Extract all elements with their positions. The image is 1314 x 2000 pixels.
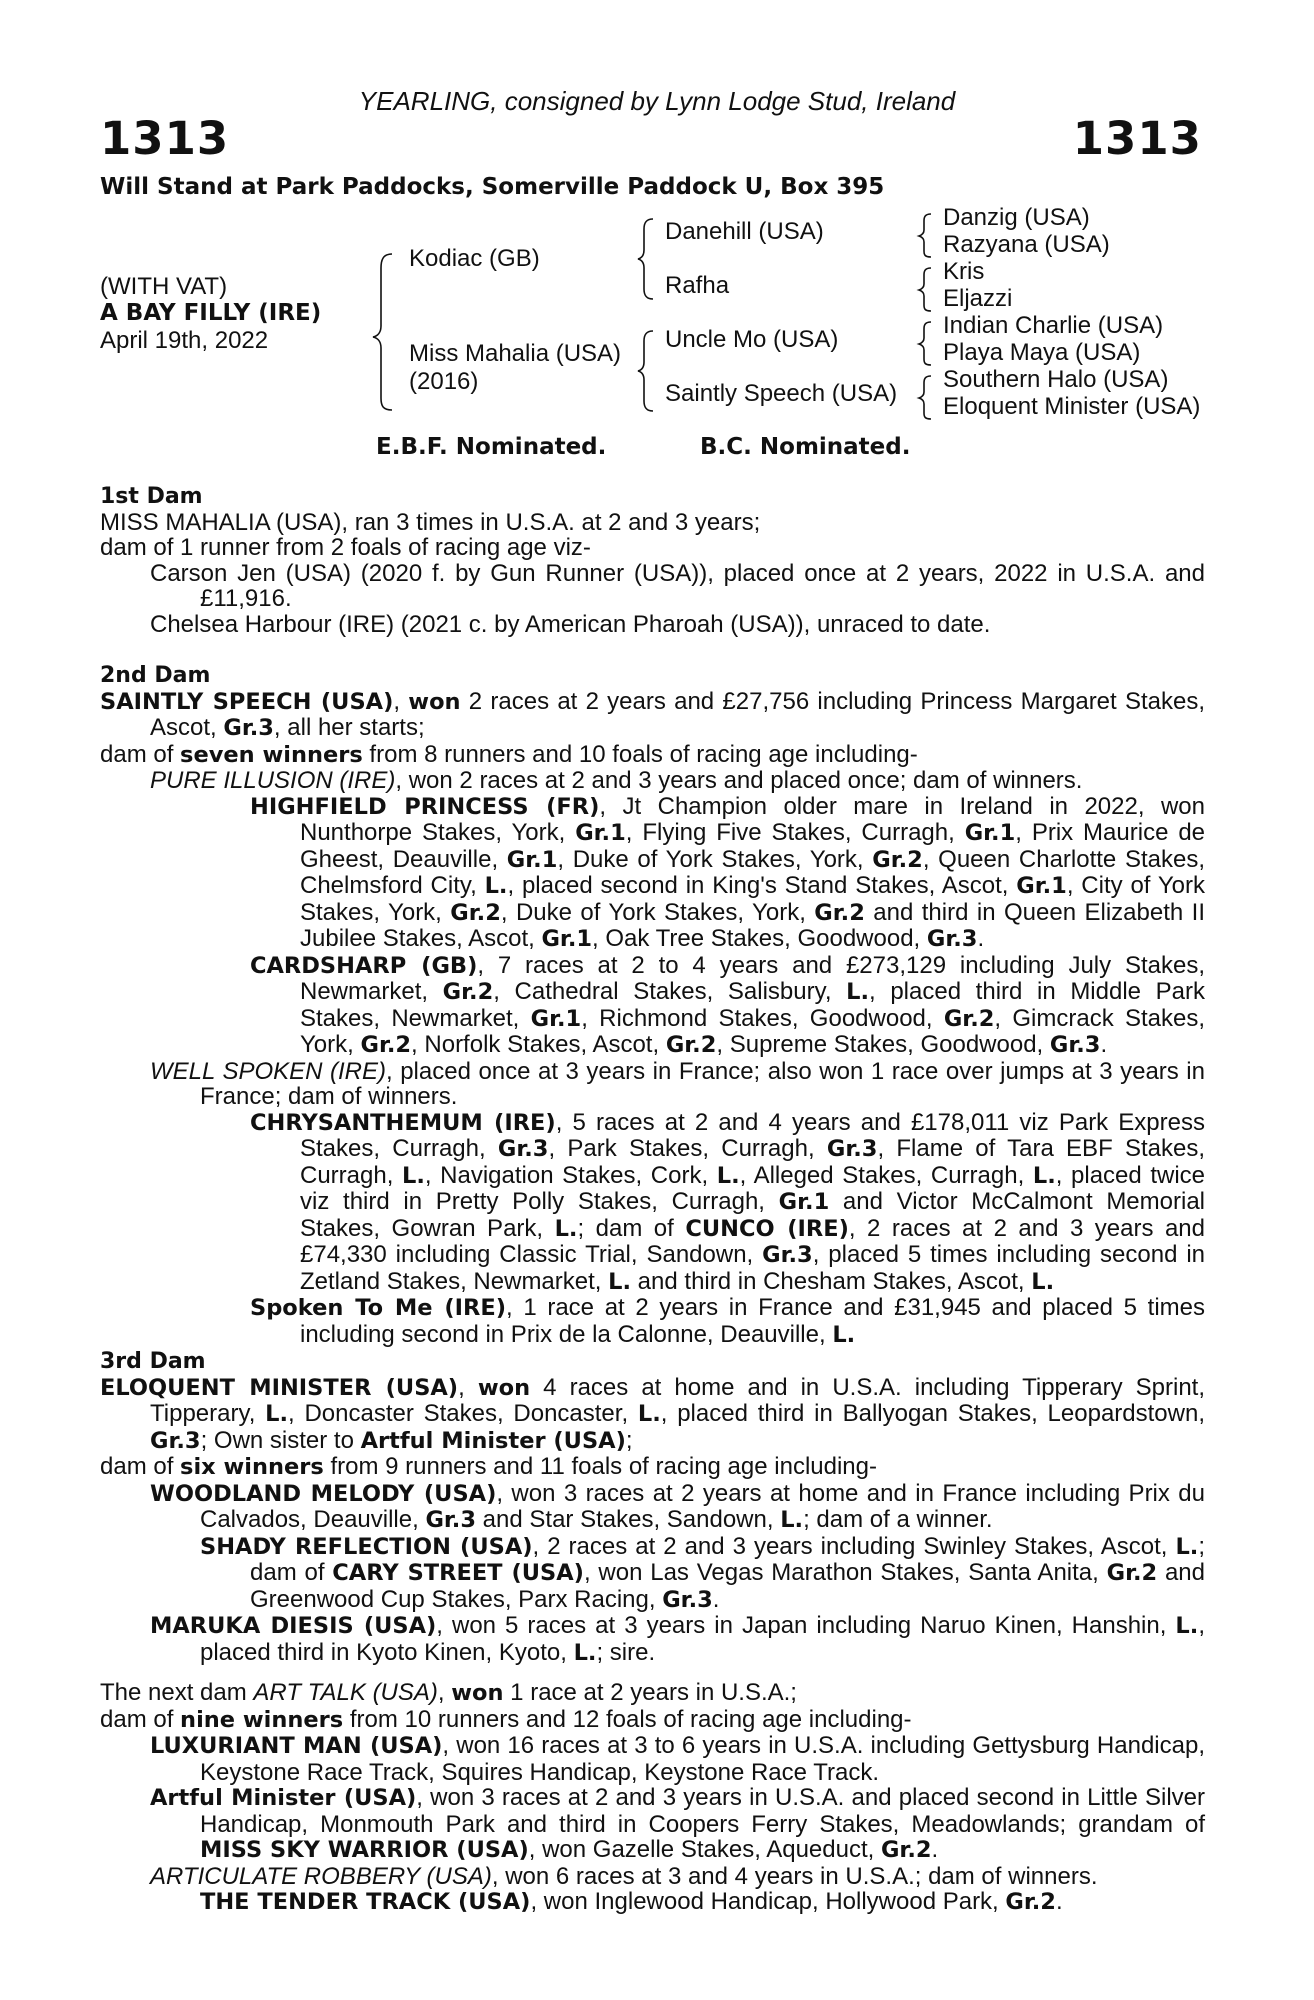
grade: Gr.3 [662, 1586, 713, 1613]
race-text: , Alleged Stakes, Curragh, [739, 1161, 1033, 1189]
race-text: The next dam [100, 1679, 254, 1706]
first-dam-line: MISS MAHALIA (USA), ran 3 times in U.S.A. at 2 and 3 years; [100, 508, 761, 536]
progeny-entry [100, 794, 1205, 953]
bc-nomination: B.C. Nominated. [700, 434, 911, 460]
race-text: ; Own sister to [200, 1426, 361, 1454]
race-text: 4 races at home and in U.S.A. including Tipperary Sprint, Tipperary, [150, 1373, 1206, 1427]
grade: Gr.3 [150, 1427, 201, 1454]
race-text: , City of York Stakes, York, [300, 872, 1206, 926]
race-text: , Supreme Stakes, Goodwood, [716, 1031, 1050, 1058]
ggs-8: Eloquent Minister (USA) [943, 393, 1201, 420]
horse-name-bold: MISS SKY WARRIOR (USA) [200, 1837, 529, 1863]
progeny-entry [100, 1889, 1205, 1916]
grade: L. [401, 1162, 425, 1189]
grade: Gr.2 [665, 1032, 717, 1058]
second-dam-section [100, 663, 1205, 1348]
lot-number-right: 1313 [1072, 112, 1202, 165]
race-text: ; sire. [596, 1638, 656, 1666]
horse-name-bold: CUNCO (IRE) [685, 1215, 849, 1242]
lot-number-left: 1313 [100, 112, 230, 165]
race-text: , Flame of Tara EBF Stakes, Curragh, [300, 1135, 1206, 1189]
progeny-entry [100, 953, 1205, 1059]
first-dam-heading: 1st Dam [100, 484, 203, 509]
race-text: , won 3 races at 2 and 3 years in U.S.A. and placed second in Little Silver Handicap, Monmouth Park and third in Coopers Ferry Stakes, Meadowlands; grandam of [200, 1784, 1205, 1838]
race-text: , won Inglewood Handicap, Hollywood Park, [530, 1888, 1006, 1915]
race-text: from 10 runners and 12 foals of racing age including- [343, 1705, 912, 1733]
second-dam-record: SAINTLY SPEECH (USA), won 2 races at 2 years and £27,756 including Princess Margaret Stakes, Ascot, Gr.3, all her starts; [100, 687, 1205, 741]
won-bold: won [451, 1680, 504, 1706]
third-dam-record: ELOQUENT MINISTER (USA), won 4 races at home and in U.S.A. including Tipperary Sprint, Tipperary, L., Doncaster Stakes, Doncaster, L., placed third in Ballyogan Stakes, Leopardstown, Gr.3; Own sister to Artful Minister (USA); [100, 1373, 1206, 1454]
race-text: dam of [100, 1705, 181, 1733]
horse-name-bold: SAINTLY SPEECH (USA) [100, 688, 394, 715]
horse-name-bold: CARY STREET (USA) [332, 1560, 584, 1586]
grade: L. [637, 1401, 661, 1427]
race-text: . [931, 1836, 939, 1863]
horse-name-italic: WELL SPOKEN (IRE) [150, 1057, 386, 1085]
grade: L. [573, 1639, 597, 1666]
horse-name-italic: ARTICULATE ROBBERY (USA) [150, 1862, 492, 1890]
sire: Kodiac (GB) [409, 245, 540, 272]
grade: Gr.2 [1005, 1889, 1056, 1915]
consignor-line: YEARLING, consigned by Lynn Lodge Stud, Ireland [358, 86, 956, 116]
grade: Gr.3 [1049, 1032, 1101, 1058]
horse-name-bold: WOODLAND MELODY (USA) [150, 1480, 497, 1507]
progeny-entry [100, 1110, 1205, 1296]
third-dam-section [100, 1349, 1205, 1666]
grade: L. [554, 1215, 578, 1242]
race-text: and Star Stakes, Sandown, [476, 1506, 781, 1533]
grade: Gr.3 [826, 1136, 878, 1162]
grade: Gr.2 [450, 899, 501, 926]
race-text: , won 16 races at 3 to 6 years in U.S.A. including Gettysburg Handicap, Keystone Race Track, Squires Handicap, Keystone Race Track. [200, 1732, 1205, 1786]
horse-name-bold: SHADY REFLECTION (USA) [200, 1533, 533, 1560]
progeny-entry [100, 1864, 1205, 1890]
race-text: from 9 runners and 11 foals of racing age including- [323, 1453, 877, 1480]
brace-ggs2 [919, 268, 931, 311]
grade: Gr.2 [872, 846, 923, 873]
dam: Miss Mahalia (USA) [409, 340, 622, 367]
race-text: , all her starts; [273, 714, 425, 741]
third-dam-heading: 3rd Dam [100, 1349, 206, 1374]
brace-ggs3 [919, 322, 931, 365]
race-text: . [977, 925, 985, 952]
grade: Gr.2 [360, 1032, 412, 1058]
race-text: , Oak Tree Stakes, Goodwood, [592, 925, 927, 952]
brace-ggs4 [919, 376, 931, 419]
grade: Gr.3 [497, 1136, 549, 1162]
progeny-entry [100, 1059, 1205, 1110]
grade: Gr.2 [1106, 1560, 1158, 1586]
race-text: , Gimcrack Stakes, York, [300, 1004, 1206, 1058]
next-dam-record [100, 1680, 1205, 1707]
grade: Gr.3 [762, 1242, 813, 1268]
progeny-entry [100, 1733, 1205, 1785]
grade: Gr.3 [223, 715, 274, 741]
horse-name-italic: ART TALK (USA) [253, 1679, 438, 1706]
race-text: , Richmond Stakes, Goodwood, [581, 1004, 944, 1032]
race-text: , Duke of York Stakes, York, [557, 845, 873, 873]
race-text: , won Las Vegas Marathon Stakes, Santa Anita, [583, 1559, 1107, 1586]
race-text: , Cathedral Stakes, Salisbury, [493, 978, 847, 1005]
dam-sire: Uncle Mo (USA) [665, 326, 839, 353]
race-text: and Victor McCalmont Memorial Stakes, Gowran Park, [300, 1188, 1206, 1242]
race-text: ; dam of [577, 1214, 686, 1242]
progeny-entry: Chelsea Harbour (IRE) (2021 c. by American Pharoah (USA)), unraced to date. [150, 610, 991, 638]
race-text: , Doncaster Stakes, Doncaster, [288, 1400, 638, 1427]
second-dam-heading: 2nd Dam [100, 663, 211, 688]
horse-name-bold: MARUKA DIESIS (USA) [150, 1613, 437, 1639]
race-text: , placed third in Ballyogan Stakes, Leopardstown, [660, 1400, 1205, 1427]
race-text: , Navigation Stakes, Cork, [424, 1161, 717, 1189]
progeny-entry [100, 1785, 1205, 1864]
horse-name-italic: PURE ILLUSION (IRE) [150, 767, 396, 794]
race-text: , 5 races at 2 and 4 years and £178,011 viz Park Express Stakes, Curragh, [300, 1108, 1205, 1162]
ggs-7: Southern Halo (USA) [943, 366, 1169, 393]
grade: Gr.1 [964, 820, 1016, 846]
race-text: , placed once at 3 years in France; also won 1 race over jumps at 3 years in France; dam of winners. [200, 1057, 1205, 1110]
foaling-date: April 19th, 2022 [100, 327, 269, 354]
progeny-entry [100, 1613, 1205, 1666]
grade: L. [265, 1401, 289, 1427]
race-text: and Greenwood Cup Stakes, Parx Racing, [250, 1559, 1206, 1613]
grade: Gr.1 [778, 1189, 830, 1215]
grade: Gr.3 [926, 926, 978, 952]
winners-count: nine winners [180, 1706, 344, 1733]
race-text: , Duke of York Stakes, York, [500, 898, 815, 926]
race-text: , placed second in King's Stand Stakes, Ascot, [507, 872, 1017, 899]
won-bold: won [477, 1374, 531, 1401]
ebf-nomination: E.B.F. Nominated. [376, 434, 607, 460]
grade: Gr.1 [541, 926, 593, 952]
race-text: , placed 5 times including second in Zetland Stakes, Newmarket, [300, 1241, 1206, 1295]
progeny-entry [100, 1295, 1205, 1348]
sire-dam: Rafha [665, 272, 730, 299]
race-text: , Prix Maurice de Gheest, Deauville, [300, 819, 1206, 873]
dam-year: (2016) [409, 368, 479, 395]
next-dam-section [100, 1680, 1205, 1916]
grade: Gr.1 [530, 1005, 582, 1032]
grade: L. [716, 1162, 740, 1189]
race-text: 2 races at 2 years and £27,756 including Princess Margaret Stakes, Ascot, [150, 687, 1205, 741]
ggs-3: Kris [943, 258, 985, 285]
race-text: , Jt Champion older mare in Ireland in 2022, won Nunthorpe Stakes, York, [300, 792, 1205, 846]
race-text: and third in Chesham Stakes, Ascot, [631, 1267, 1032, 1295]
vat-label: (WITH VAT) [100, 273, 228, 300]
brace-main [373, 254, 392, 410]
race-text: ; [625, 1426, 633, 1454]
grade: Gr.2 [442, 979, 494, 1005]
race-text: , won 6 races at 3 and 4 years in U.S.A.; dam of winners. [491, 1862, 1098, 1890]
race-text: dam of [100, 1453, 181, 1480]
horse-name-bold: Artful Minister (USA) [360, 1427, 626, 1454]
race-text: , Flying Five Stakes, Curragh, [625, 819, 965, 846]
race-text: , 1 race at 2 years in France and £31,945 and placed 5 times including second in Prix de la Calonne, Deauville, [300, 1294, 1205, 1348]
horse-name-bold: CHRYSANTHEMUM (IRE) [250, 1109, 556, 1136]
race-text: , 7 races at 2 to 4 years and £273,129 including July Stakes, Newmarket, [300, 951, 1205, 1005]
brace-sire [638, 219, 653, 299]
brace-dam [638, 331, 653, 411]
horse-name-bold: HIGHFIELD PRINCESS (FR) [250, 793, 600, 820]
race-text: and third in Queen Elizabeth II Jubilee Stakes, Ascot, [300, 898, 1205, 952]
race-text: dam of [100, 740, 181, 768]
grade: L. [846, 979, 870, 1005]
race-text: , won 2 races at 2 and 3 years and placed once; dam of winners. [395, 767, 1083, 794]
grade: L. [780, 1507, 804, 1533]
race-text: 1 race at 2 years in U.S.A.; [503, 1679, 797, 1706]
ggs-5: Indian Charlie (USA) [943, 312, 1164, 339]
winners-count: six winners [180, 1454, 324, 1480]
horse-name-bold: ELOQUENT MINISTER (USA) [100, 1374, 459, 1401]
race-text: , Queen Charlotte Stakes, Chelmsford City, [300, 845, 1205, 899]
race-text: , placed third in Middle Park Stakes, Newmarket, [300, 978, 1205, 1032]
race-text: ; dam of [250, 1532, 1206, 1586]
ggs-1: Danzig (USA) [943, 204, 1090, 231]
race-text: , 2 races at 2 and 3 years and £74,330 including Classic Trial, Sandown, [300, 1214, 1206, 1268]
third-dam-produce-line [100, 1454, 1205, 1481]
horse-name-bold: Spoken To Me (IRE) [250, 1295, 506, 1321]
grade: Gr.2 [880, 1837, 932, 1863]
progeny-entry [100, 1534, 1205, 1614]
ggs-4: Eljazzi [943, 285, 1013, 312]
horse-name-bold: LUXURIANT MAN (USA) [150, 1733, 443, 1759]
progeny-entry: Carson Jen (USA) (2020 f. by Gun Runner (USA)), placed once at 2 years, 2022 in U.S.A. and £11,916. [150, 559, 1205, 612]
grade: Gr.2 [943, 1005, 995, 1032]
second-dam-produce-line [100, 742, 1205, 769]
progeny-entry [100, 1481, 1205, 1534]
dam-dam: Saintly Speech (USA) [665, 380, 898, 407]
race-text: , [437, 1679, 452, 1706]
race-text: . [1055, 1888, 1063, 1915]
grade: L. [1031, 1268, 1055, 1295]
race-text: , won 3 races at 2 years at home and in France including Prix du Calvados, Deauville, [200, 1479, 1205, 1533]
winners-count: seven winners [180, 741, 363, 768]
first-dam-produce-line: dam of 1 runner from 2 foals of racing age viz- [100, 534, 591, 561]
grade: Gr.3 [425, 1507, 477, 1533]
race-text: . [712, 1585, 720, 1613]
brace-ggs1 [919, 214, 931, 257]
next-dam-produce-line [100, 1707, 1205, 1734]
grade: L. [1175, 1613, 1199, 1639]
grade: L. [608, 1268, 632, 1295]
won-bold: won [408, 688, 461, 715]
ggs-2: Razyana (USA) [943, 231, 1110, 258]
race-text: , Norfolk Stakes, Ascot, [411, 1031, 666, 1058]
grade: Gr.1 [506, 846, 558, 873]
horse-name-bold: THE TENDER TRACK (USA) [200, 1889, 531, 1915]
race-text: , placed third in Kyoto Kinen, Kyoto, [200, 1612, 1205, 1666]
race-text: ; dam of a winner. [803, 1506, 993, 1533]
grade: Gr.1 [575, 820, 626, 846]
race-text: , 2 races at 2 and 3 years including Swinley Stakes, Ascot, [532, 1532, 1176, 1560]
horse-name-bold: Artful Minister (USA) [150, 1785, 417, 1811]
grade: L. [484, 873, 508, 899]
grade: L. [832, 1321, 856, 1348]
grade: Gr.1 [1016, 873, 1067, 899]
first-dam-section [100, 484, 1205, 637]
race-text: . [1100, 1031, 1108, 1058]
stand-location: Will Stand at Park Paddocks, Somerville Paddock U, Box 395 [100, 174, 885, 200]
race-text: , Park Stakes, Curragh, [548, 1135, 827, 1162]
horse-name-bold: CARDSHARP (GB) [250, 952, 478, 979]
ggs-6: Playa Maya (USA) [943, 339, 1141, 366]
horse-name: A BAY FILLY (IRE) [100, 300, 322, 326]
grade: Gr.2 [814, 899, 865, 926]
race-text: , won Gazelle Stakes, Aqueduct, [528, 1836, 881, 1863]
sire-sire: Danehill (USA) [665, 218, 824, 245]
race-text: , won 5 races at 3 years in Japan including Naruo Kinen, Hanshin, [436, 1612, 1176, 1639]
race-text: from 8 runners and 10 foals of racing age including- [362, 740, 918, 768]
race-text: , placed twice viz third in Pretty Polly Stakes, Curragh, [300, 1161, 1206, 1215]
progeny-entry [100, 768, 1205, 794]
grade: L. [1175, 1533, 1199, 1560]
grade: L. [1032, 1162, 1056, 1189]
